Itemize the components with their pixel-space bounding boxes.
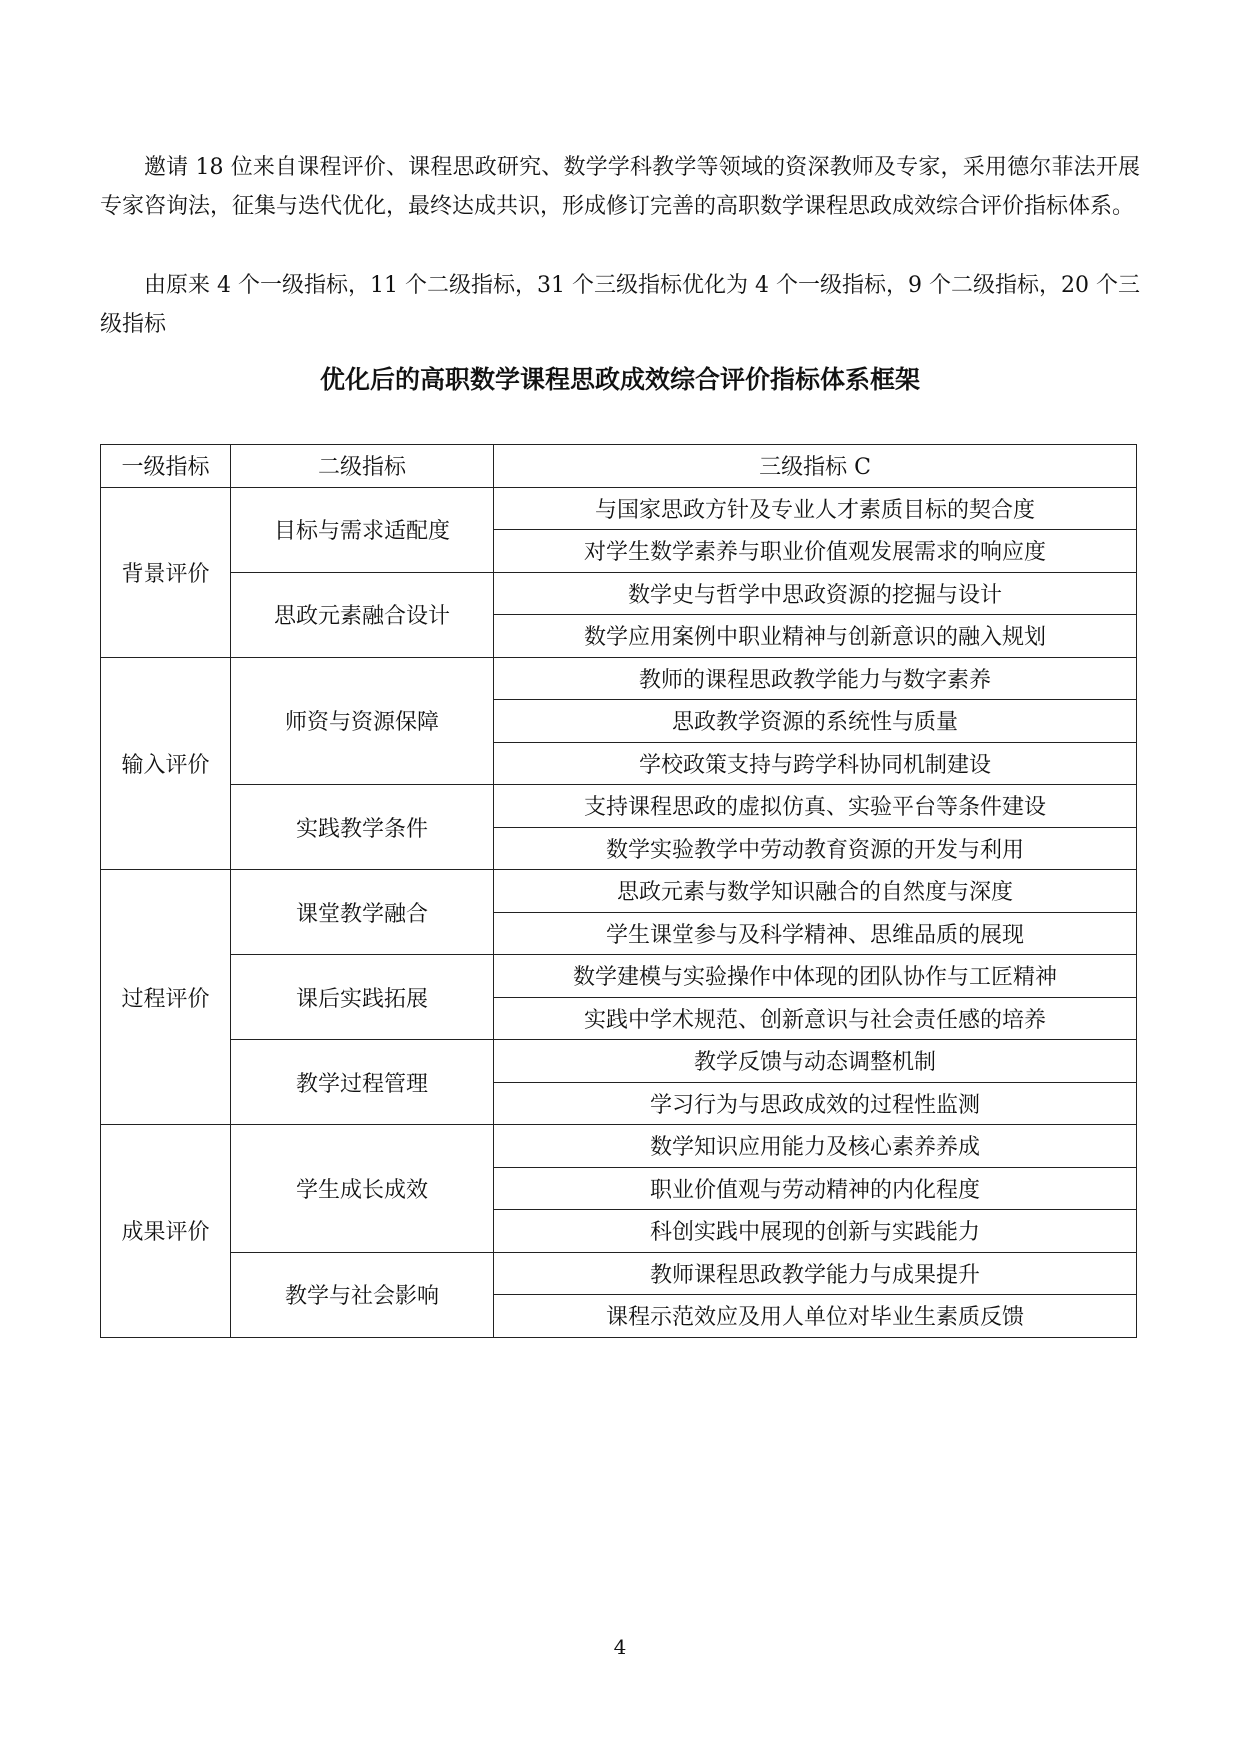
level3-cell: 学校政策支持与跨学科协同机制建设 [494,742,1137,785]
header-level3: 三级指标 C [494,445,1137,488]
level3-cell: 学生课堂参与及科学精神、思维品质的展现 [494,912,1137,955]
level2-cell: 师资与资源保障 [231,657,494,785]
level2-cell: 实践教学条件 [231,785,494,870]
level1-cell: 背景评价 [101,487,231,657]
level3-cell: 课程示范效应及用人单位对毕业生素质反馈 [494,1295,1137,1338]
level3-cell: 科创实践中展现的创新与实践能力 [494,1210,1137,1253]
level3-cell: 思政元素与数学知识融合的自然度与深度 [494,870,1137,913]
table-row [101,657,1137,700]
level1-cell: 输入评价 [101,657,231,870]
table-row [101,1125,1137,1168]
header-level1: 一级指标 [101,445,231,488]
level3-cell: 数学实验教学中劳动教育资源的开发与利用 [494,827,1137,870]
table-body [101,487,1137,1337]
level3-cell: 支持课程思政的虚拟仿真、实验平台等条件建设 [494,785,1137,828]
level3-cell: 教师课程思政教学能力与成果提升 [494,1252,1137,1295]
body-paragraph: 邀请 18 位来自课程评价、课程思政研究、数学学科教学等领域的资深教师及专家，采用德尔菲法开展专家咨询法，征集与迭代优化，最终达成共识，形成修订完善的高职数学课程思政成效综合评价指标体系。 [100,155,1140,219]
level2-cell: 思政元素融合设计 [231,572,494,657]
level3-cell: 学习行为与思政成效的过程性监测 [494,1082,1137,1125]
table-row [101,955,1137,998]
header-level2: 二级指标 [231,445,494,488]
table-row [101,870,1137,913]
level1-cell: 成果评价 [101,1125,231,1338]
table-header-row [101,445,1137,488]
level2-cell: 课后实践拓展 [231,955,494,1040]
level3-cell: 与国家思政方针及专业人才素质目标的契合度 [494,487,1137,530]
level3-cell: 数学史与哲学中思政资源的挖掘与设计 [494,572,1137,615]
level2-cell: 课堂教学融合 [231,870,494,955]
table-row [101,785,1137,828]
table-row [101,1040,1137,1083]
level3-cell: 数学知识应用能力及核心素养养成 [494,1125,1137,1168]
table-row [101,572,1137,615]
table-row [101,487,1137,530]
level3-cell: 实践中学术规范、创新意识与社会责任感的培养 [494,997,1137,1040]
level2-cell: 学生成长成效 [231,1125,494,1253]
level2-cell: 目标与需求适配度 [231,487,494,572]
level2-cell: 教学与社会影响 [231,1252,494,1337]
level3-cell: 对学生数学素养与职业价值观发展需求的响应度 [494,530,1137,573]
level2-cell: 教学过程管理 [231,1040,494,1125]
level3-cell: 教师的课程思政教学能力与数字素养 [494,657,1137,700]
level3-cell: 思政教学资源的系统性与质量 [494,700,1137,743]
level3-cell: 数学建模与实验操作中体现的团队协作与工匠精神 [494,955,1137,998]
level3-cell: 教学反馈与动态调整机制 [494,1040,1137,1083]
page-number: 4 [613,1635,627,1659]
body-paragraph: 由原来 4 个一级指标，11 个二级指标，31 个三级指标优化为 4 个一级指标，9 个二级指标，20 个三级指标 [100,273,1140,337]
level3-cell: 职业价值观与劳动精神的内化程度 [494,1167,1137,1210]
table-row [101,1252,1137,1295]
table-title: 优化后的高职数学课程思政成效综合评价指标体系框架 [319,365,920,394]
indicator-table [100,444,1137,1338]
level1-cell: 过程评价 [101,870,231,1125]
level3-cell: 数学应用案例中职业精神与创新意识的融入规划 [494,615,1137,658]
